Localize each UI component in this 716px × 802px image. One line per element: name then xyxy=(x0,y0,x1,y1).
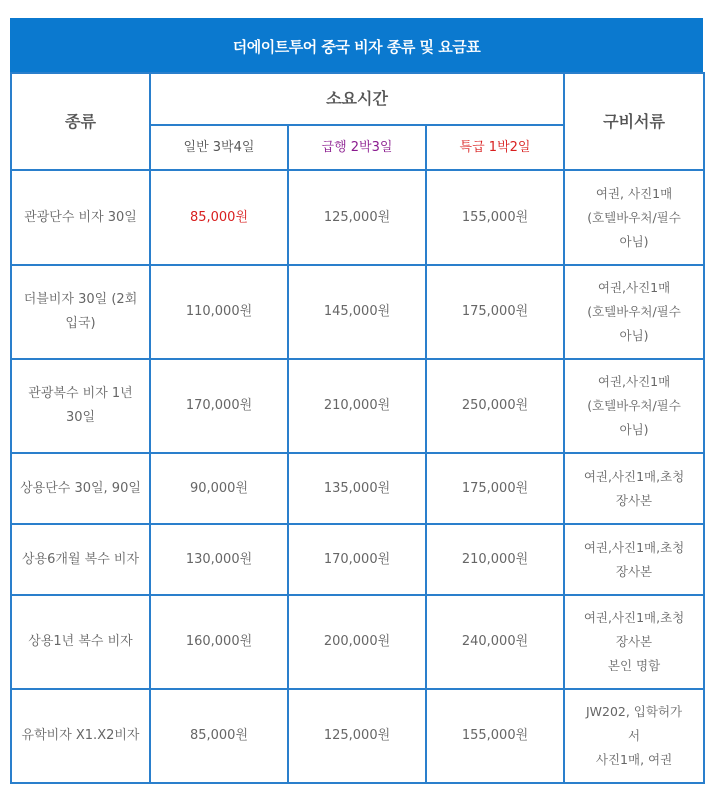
docs-line: 여권, 사진1매 xyxy=(595,185,673,201)
row-docs xyxy=(564,453,704,524)
row-docs xyxy=(564,524,704,595)
docs-line: (호텔바우처/필수 xyxy=(587,398,681,413)
row-type: 상용단수 30일, 90일 xyxy=(11,453,150,524)
row-type: 관광복수 비자 1년 30일 xyxy=(11,359,150,453)
row-urgent-price: 175,000원 xyxy=(426,265,564,359)
row-type: 상용6개월 복수 비자 xyxy=(11,524,150,595)
row-urgent-price: 175,000원 xyxy=(426,453,564,524)
header-type: 종류 xyxy=(11,73,150,170)
row-express-price: 125,000원 xyxy=(288,170,426,265)
docs-line: 서 xyxy=(627,728,641,743)
header-urgent: 특급 1박2일 xyxy=(426,125,564,170)
row-express-price: 145,000원 xyxy=(288,265,426,359)
table-row xyxy=(11,453,704,524)
table-row xyxy=(11,170,704,265)
row-express-price: 210,000원 xyxy=(288,359,426,453)
row-normal-price: 160,000원 xyxy=(150,595,288,689)
visa-price-table-container xyxy=(10,18,703,784)
table-row xyxy=(11,595,704,689)
docs-line: (호텔바우처/필수 xyxy=(587,304,681,319)
table-row xyxy=(11,524,704,595)
docs-line: 아님) xyxy=(619,233,649,249)
row-normal-price: 110,000원 xyxy=(150,265,288,359)
row-normal-price: 170,000원 xyxy=(150,359,288,453)
header-duration: 소요시간 xyxy=(150,73,564,125)
row-express-price: 135,000원 xyxy=(288,453,426,524)
row-type: 상용1년 복수 비자 xyxy=(11,595,150,689)
row-type: 더블비자 30일 (2회입국) xyxy=(11,265,150,359)
row-normal-price: 130,000원 xyxy=(150,524,288,595)
table-title: 더에이트투어 중국 비자 종류 및 요금표 xyxy=(10,18,703,72)
row-docs xyxy=(564,359,704,453)
row-express-price: 170,000원 xyxy=(288,524,426,595)
docs-line: 여권,사진1매 xyxy=(597,374,671,389)
row-type: 관광단수 비자 30일 xyxy=(11,170,150,265)
docs-line: 아님) xyxy=(619,328,649,343)
header-normal: 일반 3박4일 xyxy=(150,125,288,170)
docs-line: 아님) xyxy=(619,422,649,437)
row-urgent-price: 250,000원 xyxy=(426,359,564,453)
header-express: 급행 2박3일 xyxy=(288,125,426,170)
row-urgent-price: 240,000원 xyxy=(426,595,564,689)
docs-line: 여권,사진1매,초청 xyxy=(583,539,685,555)
docs-line: JW202, 입학허가 xyxy=(585,704,683,719)
table-row xyxy=(11,689,704,783)
row-urgent-price: 155,000원 xyxy=(426,689,564,783)
row-docs xyxy=(564,170,704,265)
header-docs: 구비서류 xyxy=(564,73,704,170)
docs-line: 본인 명함 xyxy=(607,658,661,673)
row-urgent-price: 155,000원 xyxy=(426,170,564,265)
table-row xyxy=(11,265,704,359)
docs-line: 장사본 xyxy=(615,634,653,649)
docs-line: 사진1매, 여권 xyxy=(595,752,673,767)
row-normal-price: 90,000원 xyxy=(150,453,288,524)
docs-line: 장사본 xyxy=(615,563,653,579)
docs-line: 여권,사진1매 xyxy=(597,280,671,295)
docs-line: (호텔바우처/필수 xyxy=(587,209,681,225)
row-express-price: 200,000원 xyxy=(288,595,426,689)
docs-line: 여권,사진1매,초청 xyxy=(583,468,685,484)
docs-line: 장사본 xyxy=(615,492,653,508)
docs-line: 여권,사진1매,초청 xyxy=(583,610,685,625)
row-docs xyxy=(564,689,704,783)
row-normal-price: 85,000원 xyxy=(150,170,288,265)
table-row xyxy=(11,359,704,453)
row-type: 유학비자 X1.X2비자 xyxy=(11,689,150,783)
row-docs xyxy=(564,595,704,689)
row-urgent-price: 210,000원 xyxy=(426,524,564,595)
row-normal-price: 85,000원 xyxy=(150,689,288,783)
row-docs xyxy=(564,265,704,359)
row-express-price: 125,000원 xyxy=(288,689,426,783)
visa-price-table xyxy=(10,72,705,784)
